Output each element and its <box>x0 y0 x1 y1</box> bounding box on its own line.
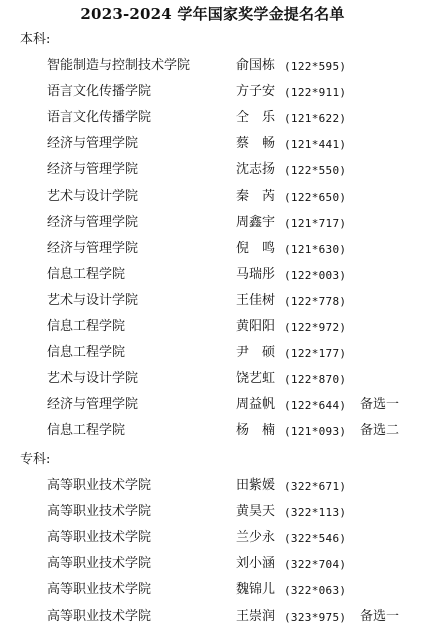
alternate-note: 备选二 <box>360 423 400 439</box>
student-id: (122*595) <box>284 60 347 73</box>
college-name: 语言文化传播学院 <box>47 110 152 126</box>
student-name: 周益帆 <box>236 397 276 413</box>
alternate-note: 备选一 <box>360 397 400 413</box>
college-name: 经济与管理学院 <box>47 162 139 178</box>
college-name: 语言文化传播学院 <box>47 84 152 100</box>
student-id: (121*717) <box>284 216 347 230</box>
college-name: 信息工程学院 <box>47 319 126 334</box>
student-id: (121*622) <box>284 112 347 126</box>
student-id: (322*063) <box>284 584 347 598</box>
student-id: (122*972) <box>284 321 347 334</box>
list-item <box>0 57 425 83</box>
student-name: 蔡 畅 <box>236 136 276 152</box>
student-id: (322*704) <box>284 558 347 572</box>
college-name: 高等职业技术学院 <box>47 478 152 493</box>
college-name: 艺术与设计学院 <box>47 292 139 308</box>
section-label-undergraduate: 本科: <box>20 32 51 47</box>
list-item <box>0 581 425 607</box>
list-item <box>0 161 425 187</box>
alternate-note: 备选一 <box>360 608 400 624</box>
section-label-vocational: 专科: <box>20 452 51 467</box>
list-item <box>0 109 425 135</box>
list-item <box>0 214 425 240</box>
list-item <box>0 266 425 292</box>
student-name: 杨 楠 <box>236 423 276 439</box>
student-name: 王佳树 <box>236 292 276 308</box>
college-name: 信息工程学院 <box>47 266 126 282</box>
student-name: 秦 芮 <box>236 188 276 204</box>
student-name: 兰少永 <box>236 530 276 546</box>
list-item <box>0 503 425 529</box>
student-name: 倪 鸣 <box>236 240 276 256</box>
student-id: (322*546) <box>284 532 347 546</box>
list-item <box>0 83 425 109</box>
list-item <box>0 292 425 318</box>
list-item <box>0 477 425 503</box>
list-item <box>0 188 425 214</box>
student-id: (121*630) <box>284 242 347 256</box>
college-name: 艺术与设计学院 <box>47 371 139 387</box>
student-id: (121*441) <box>284 138 347 152</box>
student-name: 尹 硕 <box>236 345 276 361</box>
student-name: 刘小涵 <box>236 556 276 572</box>
college-name: 高等职业技术学院 <box>47 556 152 572</box>
list-item <box>0 240 425 266</box>
student-id: (322*113) <box>284 506 347 520</box>
college-name: 艺术与设计学院 <box>47 188 139 204</box>
page-title: 2023-2024 学年国家奖学金提名名单 <box>80 5 345 23</box>
student-name: 黄阳阳 <box>236 319 276 334</box>
student-name: 俞国栋 <box>236 58 276 73</box>
college-name: 高等职业技术学院 <box>47 582 152 598</box>
college-name: 经济与管理学院 <box>47 240 139 256</box>
list-item <box>0 529 425 555</box>
list-item <box>0 555 425 581</box>
college-name: 经济与管理学院 <box>47 397 139 413</box>
student-id: (122*778) <box>284 294 347 308</box>
college-name: 经济与管理学院 <box>47 214 139 230</box>
list-item <box>0 344 425 370</box>
list-item <box>0 318 425 344</box>
student-name: 方子安 <box>236 84 276 100</box>
college-name: 信息工程学院 <box>47 345 126 361</box>
student-id: (122*870) <box>284 373 347 387</box>
student-name: 周鑫宇 <box>236 214 276 230</box>
student-name: 沈志扬 <box>236 162 276 178</box>
college-name: 高等职业技术学院 <box>47 504 152 520</box>
list-item <box>0 396 425 422</box>
student-id: (322*671) <box>284 480 347 493</box>
student-name: 饶艺虹 <box>236 371 276 387</box>
college-name: 信息工程学院 <box>47 423 126 439</box>
student-id: (122*003) <box>284 268 347 282</box>
list-item <box>0 370 425 396</box>
college-name: 经济与管理学院 <box>47 136 139 152</box>
student-name: 王崇润 <box>236 608 276 624</box>
student-id: (122*650) <box>284 190 347 204</box>
student-name: 魏锦儿 <box>236 582 276 598</box>
student-id: (122*177) <box>284 347 347 361</box>
student-id: (121*093) <box>284 425 347 439</box>
student-id: (122*911) <box>284 86 347 100</box>
college-name: 高等职业技术学院 <box>47 530 152 546</box>
student-name: 黄昊天 <box>236 504 276 520</box>
student-name: 田紫媛 <box>236 478 276 493</box>
student-name: 仝 乐 <box>236 110 276 126</box>
college-name: 智能制造与控制技术学院 <box>47 58 191 73</box>
student-id: (122*644) <box>284 399 347 413</box>
student-id: (122*550) <box>284 164 347 178</box>
college-name: 高等职业技术学院 <box>47 608 152 624</box>
student-id: (323*975) <box>284 610 347 624</box>
list-item <box>0 608 425 634</box>
list-item <box>0 135 425 161</box>
list-item <box>0 422 425 448</box>
student-name: 马瑞彤 <box>236 266 276 282</box>
